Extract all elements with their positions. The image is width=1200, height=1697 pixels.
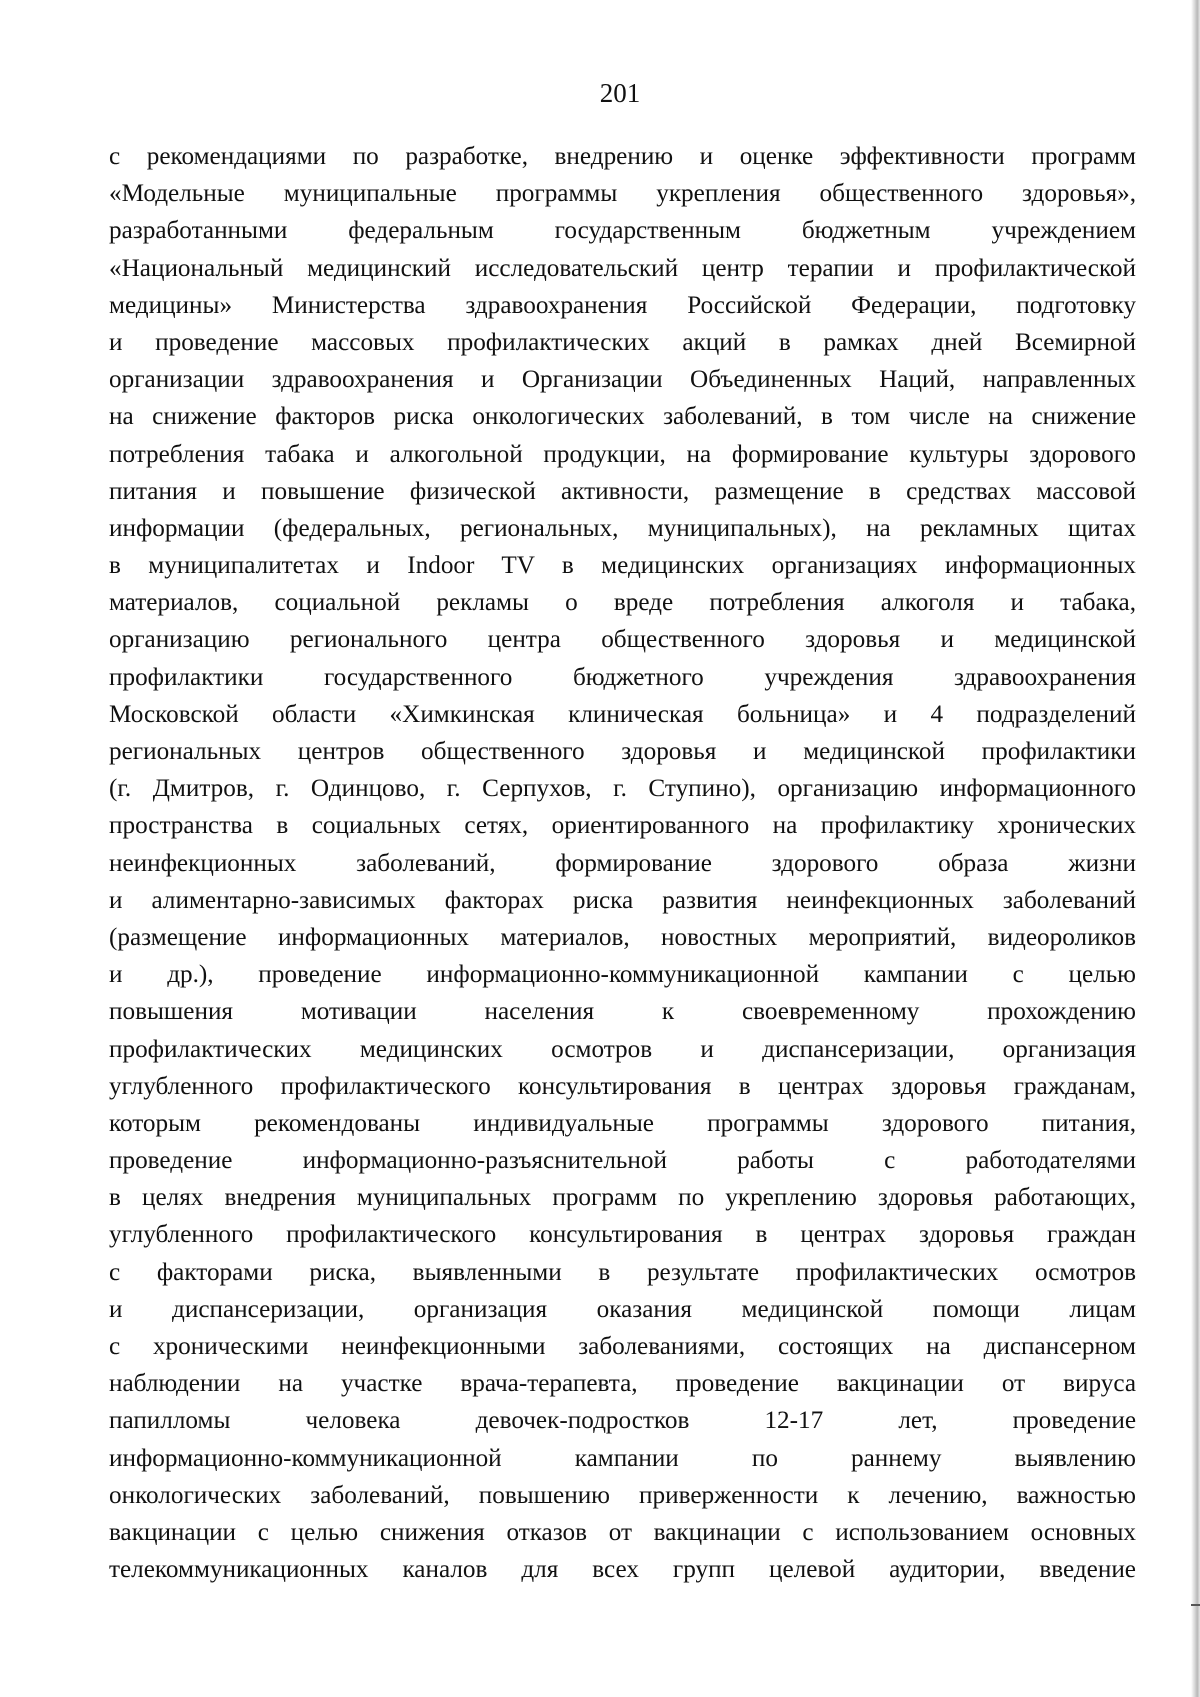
text-line: в муниципалитетах и Indoor TV в медицинских организациях информационных — [109, 552, 1136, 580]
text-line: с рекомендациями по разработке, внедрению и оценке эффективности программ — [109, 143, 1136, 170]
text-line: папилломы человека девочек-подростков 12-17 лет, проведение — [109, 1407, 1136, 1435]
text-line: организацию регионального центра общественного здоровья и медицинской — [109, 626, 1136, 654]
text-line: онкологических заболеваний, повышению приверженности к лечению, важностью — [109, 1481, 1136, 1509]
text-line: профилактических медицинских осмотров и диспансеризации, организация — [109, 1035, 1136, 1063]
text-line: профилактики государственного бюджетного учреждения здравоохранения — [109, 663, 1136, 691]
text-line: и алиментарно-зависимых факторах риска развития неинфекционных заболеваний — [109, 886, 1136, 914]
text-line: проведение информационно-разъяснительной работы с работодателями — [109, 1147, 1136, 1175]
text-line: питания и повышение физической активности, размещение в средствах массовой — [109, 477, 1136, 505]
text-line: с хроническими неинфекционными заболеваниями, состоящих на диспансерном — [109, 1333, 1136, 1360]
text-line: которым рекомендованы индивидуальные программы здорового питания, — [109, 1109, 1136, 1137]
text-line: (размещение информационных материалов, новостных мероприятий, видеороликов — [109, 923, 1136, 951]
text-line: в целях внедрения муниципальных программ по укреплению здоровья работающих, — [109, 1184, 1136, 1212]
text-line: медицины» Министерства здравоохранения Российской Федерации, подготовку — [109, 291, 1136, 319]
text-line: региональных центров общественного здоровья и медицинской профилактики — [109, 738, 1136, 765]
text-line: и др.), проведение информационно-коммуникационной кампании с целью — [109, 961, 1136, 989]
text-line: неинфекционных заболеваний, формирование здорового образа жизни — [109, 849, 1136, 877]
text-line: разработанными федеральным государственным бюджетным учреждением — [109, 217, 1136, 245]
text-line: телекоммуникационных каналов для всех групп целевой аудитории, введение — [109, 1556, 1136, 1584]
text-line: повышения мотивации населения к своевременному прохождению — [109, 998, 1136, 1026]
text-line: информации (федеральных, региональных, муниципальных), на рекламных щитах — [109, 514, 1136, 542]
text-line: Московской области «Химкинская клиническая больница» и 4 подразделений — [109, 700, 1136, 728]
page-number: 201 — [599, 78, 641, 108]
text-line: с факторами риска, выявленными в результате профилактических осмотров — [109, 1258, 1136, 1286]
text-line: наблюдении на участке врача-терапевта, проведение вакцинации от вируса — [109, 1370, 1136, 1398]
text-line: «Национальный медицинский исследовательский центр терапии и профилактической — [109, 254, 1136, 282]
text-line: вакцинации с целью снижения отказов от вакцинации с использованием основных — [109, 1518, 1136, 1546]
scan-edge-mark — [1191, 1604, 1200, 1606]
text-line: на снижение факторов риска онкологических заболеваний, в том числе на снижение — [109, 403, 1136, 431]
text-line: и проведение массовых профилактических акций в рамках дней Всемирной — [109, 328, 1136, 356]
scan-edge-shadow — [1191, 0, 1200, 1697]
text-line: (г. Дмитров, г. Одинцово, г. Серпухов, г. Ступино), организацию информационного — [109, 775, 1136, 803]
text-line: углубленного профилактического консультирования в центрах здоровья граждан — [109, 1221, 1136, 1249]
text-line: организации здравоохранения и Организации Объединенных Наций, направленных — [109, 366, 1136, 394]
text-line: потребления табака и алкогольной продукции, на формирование культуры здорового — [109, 440, 1136, 468]
text-line: информационно-коммуникационной кампании по раннему выявлению — [109, 1444, 1136, 1472]
text-line: пространства в социальных сетях, ориентированного на профилактику хронических — [109, 812, 1136, 840]
body-paragraph — [109, 138, 1136, 1588]
text-line: углубленного профилактического консультирования в центрах здоровья гражданам, — [109, 1072, 1136, 1100]
text-line: материалов, социальной рекламы о вреде потребления алкоголя и табака, — [109, 589, 1136, 617]
text-line: «Модельные муниципальные программы укрепления общественного здоровья», — [109, 180, 1136, 208]
text-line: и диспансеризации, организация оказания медицинской помощи лицам — [109, 1295, 1136, 1323]
